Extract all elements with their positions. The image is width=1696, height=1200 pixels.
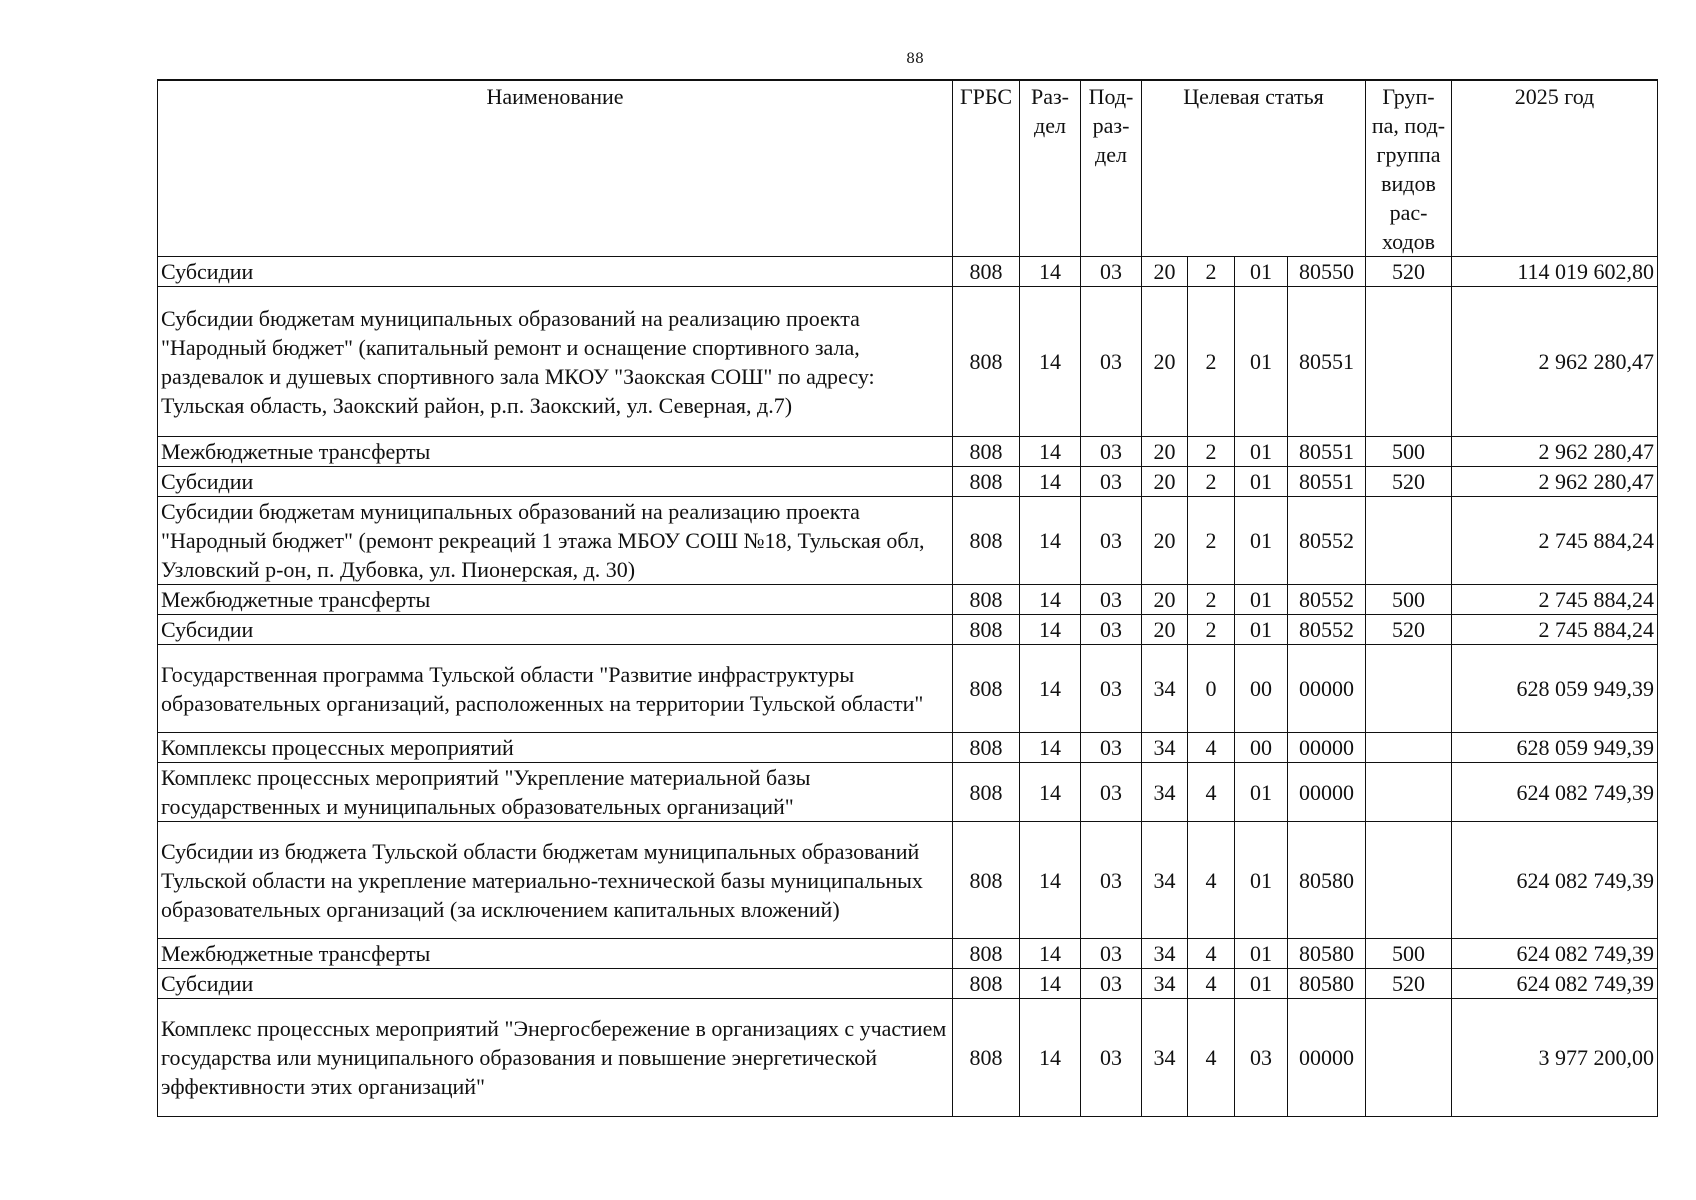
row-podrazdel: 03	[1081, 615, 1142, 645]
table-row	[158, 822, 1658, 939]
row-name: Субсидии	[158, 615, 953, 645]
row-name: Комплексы процессных мероприятий	[158, 733, 953, 763]
row-grbs: 808	[953, 999, 1020, 1117]
header-row	[158, 80, 1658, 257]
row-razdel: 14	[1020, 969, 1081, 999]
row-target-program: 20	[1142, 497, 1188, 585]
row-name: Государственная программа Тульской области "Развитие инфраструктуры образовательных организаций, расположенных на территории Тульской области"	[158, 645, 953, 733]
row-target-structure: 01	[1235, 615, 1288, 645]
table-row	[158, 969, 1658, 999]
row-amount: 624 082 749,39	[1452, 969, 1658, 999]
row-target-structure: 01	[1235, 467, 1288, 497]
row-razdel: 14	[1020, 999, 1081, 1117]
row-target-type: 2	[1188, 497, 1235, 585]
row-grbs: 808	[953, 497, 1020, 585]
row-name: Комплекс процессных мероприятий "Энергосбережение в организациях с участием государства или муниципального образования и повышение энергетической эффективности этих организаций"	[158, 999, 953, 1117]
row-name: Межбюджетные трансферты	[158, 585, 953, 615]
row-target-structure: 01	[1235, 763, 1288, 822]
budget-table	[157, 79, 1658, 1117]
row-grbs: 808	[953, 615, 1020, 645]
row-name: Субсидии	[158, 257, 953, 287]
row-amount: 624 082 749,39	[1452, 939, 1658, 969]
row-target-type: 2	[1188, 437, 1235, 467]
row-razdel: 14	[1020, 939, 1081, 969]
row-target-type: 4	[1188, 763, 1235, 822]
row-target-structure: 01	[1235, 287, 1288, 437]
row-razdel: 14	[1020, 645, 1081, 733]
row-expense-group: 500	[1366, 437, 1452, 467]
row-razdel: 14	[1020, 615, 1081, 645]
row-target-direction: 80580	[1288, 939, 1366, 969]
row-amount: 624 082 749,39	[1452, 763, 1658, 822]
row-name: Межбюджетные трансферты	[158, 437, 953, 467]
row-grbs: 808	[953, 287, 1020, 437]
row-target-program: 34	[1142, 969, 1188, 999]
row-name: Субсидии бюджетам муниципальных образований на реализацию проекта "Народный бюджет" (капитальный ремонт и оснащение спортивного зала, раздевалок и душевых спортивного зала МКОУ "Заокская СОШ" по адресу: Тульская область, Заокский район, р.п. Заокский, ул. Северная, д.7)	[158, 287, 953, 437]
row-target-structure: 00	[1235, 645, 1288, 733]
row-razdel: 14	[1020, 467, 1081, 497]
row-name: Субсидии бюджетам муниципальных образований на реализацию проекта "Народный бюджет" (ремонт рекреаций 1 этажа МБОУ СОШ №18, Тульская обл, Узловский р-он, п. Дубовка, ул. Пионерская, д. 30)	[158, 497, 953, 585]
row-target-direction: 00000	[1288, 763, 1366, 822]
row-name: Субсидии из бюджета Тульской области бюджетам муниципальных образований Тульской области на укрепление материально-технической базы муниципальных образовательных организаций (за исключением капитальных вложений)	[158, 822, 953, 939]
row-target-program: 34	[1142, 645, 1188, 733]
row-target-program: 34	[1142, 939, 1188, 969]
row-target-type: 4	[1188, 969, 1235, 999]
row-target-structure: 01	[1235, 497, 1288, 585]
row-target-program: 34	[1142, 763, 1188, 822]
row-podrazdel: 03	[1081, 763, 1142, 822]
row-amount: 628 059 949,39	[1452, 645, 1658, 733]
row-expense-group: 520	[1366, 969, 1452, 999]
row-amount: 2 962 280,47	[1452, 287, 1658, 437]
row-target-type: 2	[1188, 585, 1235, 615]
row-target-direction: 00000	[1288, 999, 1366, 1117]
row-target-program: 20	[1142, 287, 1188, 437]
row-target-program: 34	[1142, 999, 1188, 1117]
row-target-structure: 00	[1235, 733, 1288, 763]
header-razdel: Раз-дел	[1020, 80, 1081, 257]
row-expense-group	[1366, 999, 1452, 1117]
row-target-structure: 01	[1235, 257, 1288, 287]
row-target-program: 20	[1142, 257, 1188, 287]
row-target-type: 2	[1188, 257, 1235, 287]
row-podrazdel: 03	[1081, 437, 1142, 467]
row-expense-group	[1366, 645, 1452, 733]
row-target-type: 4	[1188, 733, 1235, 763]
row-target-direction: 80552	[1288, 585, 1366, 615]
row-target-type: 2	[1188, 287, 1235, 437]
table-row	[158, 645, 1658, 733]
row-target-program: 20	[1142, 585, 1188, 615]
row-expense-group	[1366, 287, 1452, 437]
row-target-direction: 80551	[1288, 287, 1366, 437]
row-podrazdel: 03	[1081, 287, 1142, 437]
row-target-direction: 80552	[1288, 615, 1366, 645]
row-target-program: 20	[1142, 437, 1188, 467]
row-grbs: 808	[953, 437, 1020, 467]
row-razdel: 14	[1020, 822, 1081, 939]
row-podrazdel: 03	[1081, 999, 1142, 1117]
header-grbs: ГРБС	[953, 80, 1020, 257]
row-target-structure: 01	[1235, 969, 1288, 999]
row-target-type: 4	[1188, 939, 1235, 969]
row-amount: 3 977 200,00	[1452, 999, 1658, 1117]
row-grbs: 808	[953, 763, 1020, 822]
row-target-program: 34	[1142, 822, 1188, 939]
row-target-type: 2	[1188, 615, 1235, 645]
row-target-direction: 80550	[1288, 257, 1366, 287]
table-row	[158, 615, 1658, 645]
row-target-type: 4	[1188, 999, 1235, 1117]
row-target-structure: 01	[1235, 585, 1288, 615]
header-target-article: Целевая статья	[1142, 80, 1366, 257]
row-podrazdel: 03	[1081, 497, 1142, 585]
row-target-program: 34	[1142, 733, 1188, 763]
row-name: Комплекс процессных мероприятий "Укрепление материальной базы государственных и муниципальных образовательных организаций"	[158, 763, 953, 822]
row-grbs: 808	[953, 467, 1020, 497]
row-expense-group: 500	[1366, 585, 1452, 615]
row-razdel: 14	[1020, 287, 1081, 437]
table-row	[158, 763, 1658, 822]
row-amount: 2 745 884,24	[1452, 615, 1658, 645]
row-amount: 628 059 949,39	[1452, 733, 1658, 763]
row-expense-group	[1366, 763, 1452, 822]
row-name: Субсидии	[158, 467, 953, 497]
row-grbs: 808	[953, 257, 1020, 287]
row-expense-group	[1366, 497, 1452, 585]
row-podrazdel: 03	[1081, 733, 1142, 763]
row-amount: 624 082 749,39	[1452, 822, 1658, 939]
table-row	[158, 437, 1658, 467]
page-number: 88	[906, 51, 924, 67]
row-amount: 2 745 884,24	[1452, 497, 1658, 585]
row-target-structure: 01	[1235, 437, 1288, 467]
row-target-direction: 00000	[1288, 645, 1366, 733]
row-expense-group	[1366, 822, 1452, 939]
row-target-direction: 00000	[1288, 733, 1366, 763]
row-expense-group	[1366, 733, 1452, 763]
row-expense-group: 520	[1366, 257, 1452, 287]
row-target-direction: 80580	[1288, 822, 1366, 939]
row-target-type: 0	[1188, 645, 1235, 733]
row-target-direction: 80552	[1288, 497, 1366, 585]
row-name: Межбюджетные трансферты	[158, 939, 953, 969]
row-target-direction: 80551	[1288, 437, 1366, 467]
row-razdel: 14	[1020, 763, 1081, 822]
table-row	[158, 585, 1658, 615]
header-year: 2025 год	[1452, 80, 1658, 257]
row-grbs: 808	[953, 733, 1020, 763]
row-expense-group: 520	[1366, 615, 1452, 645]
row-razdel: 14	[1020, 733, 1081, 763]
row-razdel: 14	[1020, 497, 1081, 585]
row-target-type: 4	[1188, 822, 1235, 939]
row-podrazdel: 03	[1081, 822, 1142, 939]
row-amount: 2 745 884,24	[1452, 585, 1658, 615]
row-podrazdel: 03	[1081, 939, 1142, 969]
row-target-structure: 01	[1235, 939, 1288, 969]
row-target-program: 20	[1142, 467, 1188, 497]
row-name: Субсидии	[158, 969, 953, 999]
row-grbs: 808	[953, 939, 1020, 969]
row-target-type: 2	[1188, 467, 1235, 497]
row-target-program: 20	[1142, 615, 1188, 645]
table-row	[158, 497, 1658, 585]
row-expense-group: 500	[1366, 939, 1452, 969]
row-amount: 2 962 280,47	[1452, 467, 1658, 497]
table-row	[158, 999, 1658, 1117]
row-grbs: 808	[953, 585, 1020, 615]
row-amount: 2 962 280,47	[1452, 437, 1658, 467]
header-podrazdel: Под-раз-дел	[1081, 80, 1142, 257]
row-grbs: 808	[953, 969, 1020, 999]
table-row	[158, 257, 1658, 287]
table-row	[158, 467, 1658, 497]
row-grbs: 808	[953, 645, 1020, 733]
row-razdel: 14	[1020, 585, 1081, 615]
row-razdel: 14	[1020, 437, 1081, 467]
row-target-direction: 80580	[1288, 969, 1366, 999]
row-target-direction: 80551	[1288, 467, 1366, 497]
header-expense-group: Груп-па, под-группа видов рас-ходов	[1366, 80, 1452, 257]
table-row	[158, 733, 1658, 763]
table-row	[158, 939, 1658, 969]
row-podrazdel: 03	[1081, 257, 1142, 287]
row-razdel: 14	[1020, 257, 1081, 287]
row-target-structure: 01	[1235, 822, 1288, 939]
table-row	[158, 287, 1658, 437]
header-name: Наименование	[158, 80, 953, 257]
row-podrazdel: 03	[1081, 645, 1142, 733]
row-expense-group: 520	[1366, 467, 1452, 497]
row-amount: 114 019 602,80	[1452, 257, 1658, 287]
row-podrazdel: 03	[1081, 969, 1142, 999]
row-podrazdel: 03	[1081, 585, 1142, 615]
row-grbs: 808	[953, 822, 1020, 939]
row-target-structure: 03	[1235, 999, 1288, 1117]
row-podrazdel: 03	[1081, 467, 1142, 497]
